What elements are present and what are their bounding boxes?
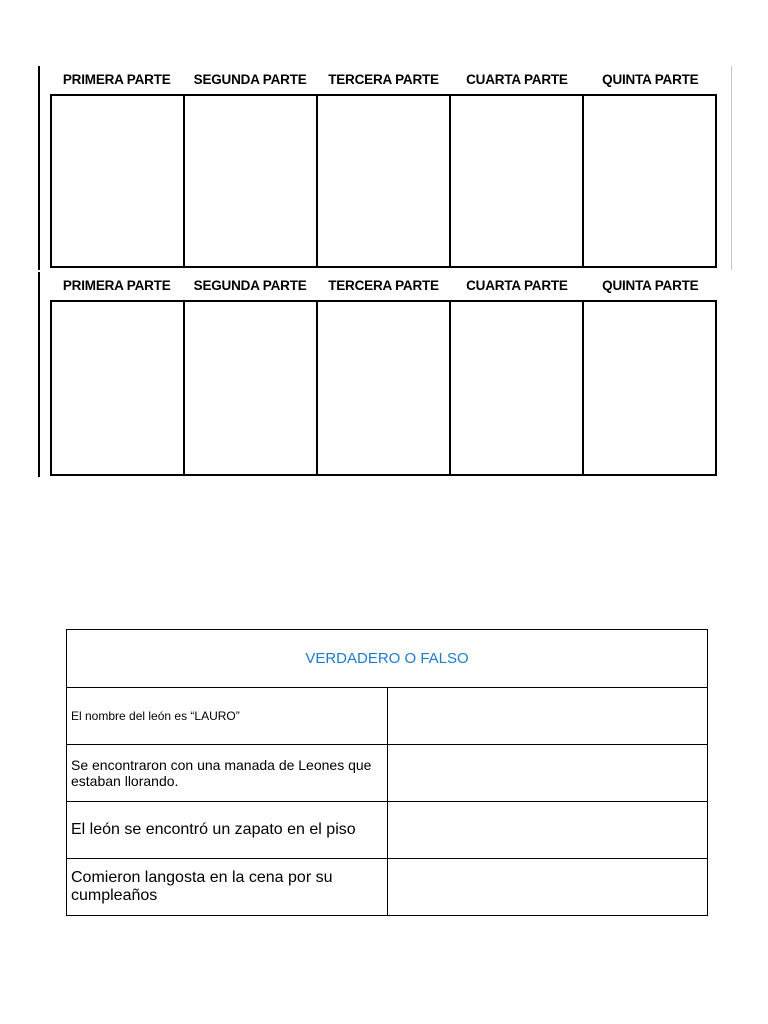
drawing-box-part-3[interactable] bbox=[318, 302, 451, 474]
drawing-box-part-3[interactable] bbox=[318, 96, 451, 266]
statement-3: El león se encontró un zapato en el piso bbox=[67, 802, 388, 859]
drawing-box-part-2[interactable] bbox=[185, 302, 318, 474]
header-part-5: QUINTA PARTE bbox=[602, 278, 699, 293]
drawing-box-part-4[interactable] bbox=[451, 96, 584, 266]
table-row bbox=[67, 859, 708, 916]
strip-left-rule bbox=[38, 66, 40, 270]
answer-cell-4[interactable] bbox=[387, 859, 708, 916]
header-part-4: CUARTA PARTE bbox=[466, 72, 568, 87]
answer-cell-1[interactable] bbox=[387, 688, 708, 745]
story-strip-2 bbox=[38, 272, 732, 477]
drawing-box-part-2[interactable] bbox=[185, 96, 318, 266]
drawing-box-part-5[interactable] bbox=[584, 302, 715, 474]
statement-1: El nombre del león es “LAURO” bbox=[67, 688, 388, 745]
strip-headers bbox=[50, 272, 717, 300]
header-part-1: PRIMERA PARTE bbox=[62, 72, 171, 87]
drawing-box-part-4[interactable] bbox=[451, 302, 584, 474]
strip-boxes bbox=[50, 300, 717, 476]
strip-headers bbox=[50, 66, 717, 94]
header-part-2: SEGUNDA PARTE bbox=[193, 278, 307, 293]
answer-cell-3[interactable] bbox=[387, 802, 708, 859]
true-false-table bbox=[66, 629, 708, 916]
statement-2: Se encontraron con una manada de Leones que estaban llorando. bbox=[67, 745, 388, 802]
drawing-box-part-1[interactable] bbox=[52, 302, 185, 474]
header-part-5: QUINTA PARTE bbox=[602, 72, 699, 87]
statement-4: Comieron langosta en la cena por su cumpleaños bbox=[67, 859, 388, 916]
header-part-3: TERCERA PARTE bbox=[328, 72, 439, 87]
strip-boxes bbox=[50, 94, 717, 268]
true-false-title: VERDADERO O FALSO bbox=[67, 630, 708, 688]
header-part-2: SEGUNDA PARTE bbox=[193, 72, 307, 87]
drawing-box-part-1[interactable] bbox=[52, 96, 185, 266]
header-part-4: CUARTA PARTE bbox=[466, 278, 568, 293]
strip-right-rule bbox=[731, 66, 732, 270]
table-row bbox=[67, 802, 708, 859]
table-row bbox=[67, 688, 708, 745]
drawing-box-part-5[interactable] bbox=[584, 96, 715, 266]
story-strip-1 bbox=[38, 66, 732, 270]
header-part-3: TERCERA PARTE bbox=[328, 278, 439, 293]
strip-left-rule bbox=[38, 272, 40, 477]
header-part-1: PRIMERA PARTE bbox=[62, 278, 171, 293]
table-row bbox=[67, 745, 708, 802]
answer-cell-2[interactable] bbox=[387, 745, 708, 802]
